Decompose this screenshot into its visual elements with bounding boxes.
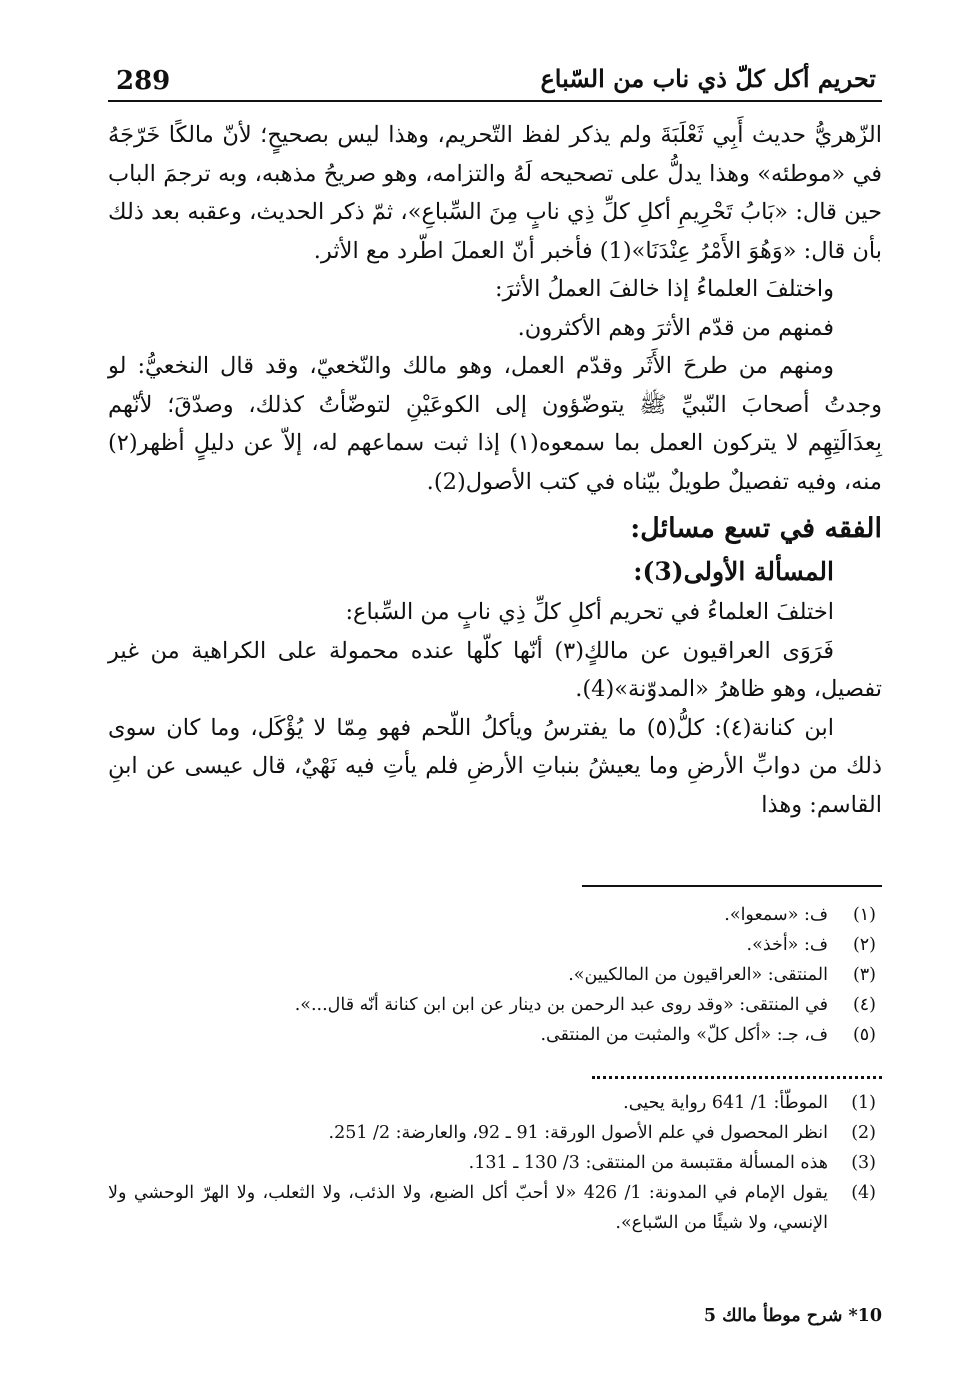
dotted-divider [592, 1076, 882, 1079]
main-text [108, 116, 882, 824]
print-signature: 10* شرح موطأ مالك 5 [703, 1306, 882, 1326]
paragraph: الزّهريُّ حديث أَبِي ثَعْلَبَةَ ولم يذكر لفظ التّحريم، وهذا ليس بصحيحٍ؛ لأنّ مالكًا خَرّجَهُ في «موطئه» وهذا يدلُّ على تصحيحه لَهُ والتزامه، وهو صريحُ مذهبه، وبه ترجمَ الباب حين قال: «بَابُ تَحْرِيمِ أكلِ كلِّ ذِي نابٍ مِنَ السِّباعِ»، ثمّ ذكر الحديث، وعقبه بعد ذلك بأن قال: «وَهُوَ الأَمْرُ عِنْدَنَا»(1) فأخبر أنّ العملَ اطّرد مع الأثر. [108, 122, 882, 264]
footnote-number: (٣) [852, 965, 876, 985]
reference-footnotes [108, 1088, 882, 1238]
footnote [108, 1148, 882, 1178]
section-heading: الفقه في تسع مسائل: [630, 513, 882, 544]
footnote [108, 990, 882, 1020]
footnote-text: ف: «أخذ». [746, 935, 828, 955]
footnote-number: (2) [851, 1123, 876, 1143]
paragraph: فمنهم من قدّم الأثرَ وهم الأكثرون. [517, 314, 834, 341]
footnote [108, 960, 882, 990]
footnote-number: (3) [851, 1153, 876, 1173]
footnote-text: يقول الإمام في المدونة: 1/ 426 «لا أحبّ أكل الضبع، ولا الذئب، ولا الثعلب، ولا الهرّ الوحشي ولا الإنسي، ولا شيئًا من السّباع». [108, 1183, 828, 1233]
footnote-text: المنتقى: «العراقيون من المالكيين». [568, 965, 828, 985]
page-header [108, 58, 882, 102]
paragraph: واختلفَ العلماءُ إذا خالفَ العملُ الأثرَ: [495, 276, 834, 302]
footnote [108, 1088, 882, 1118]
footnote-text: ف: «سمعوا». [724, 905, 828, 925]
footnote-text: الموطّأ: 1/ 641 رواية يحيى. [623, 1093, 828, 1113]
paragraph: ابن كنانة(٤): كلُّ(٥) ما يفترسُ ويأكلُ اللّحم فهو مِمّا لا يُؤْكَل، وما كان سوى ذلك من دوابِّ الأرضِ وما يعيشُ بنباتِ الأرضِ فلم يأتِ فيه نَهْيٌ، قال عيسى عن ابنِ القاسم: وهذا [108, 714, 882, 818]
footnote-number: (4) [851, 1183, 876, 1203]
textual-footnotes [108, 900, 882, 1050]
footnote [108, 900, 882, 930]
footnote-divider [582, 885, 882, 887]
footnote-text: ف، جـ: «أكل كلّ» والمثبت من المنتقى. [540, 1025, 828, 1045]
paragraph: فَرَوَى العراقيون عن مالكٍ(٣) أنّها كلّها عنده محمولة على الكراهية من غير تفصيل، وهو ظاهرُ «المدوّنة»(4). [108, 637, 882, 702]
footnote-text: هذه المسألة مقتبسة من المنتقى: 3/ 130 ـ 131. [468, 1153, 828, 1173]
footnote [108, 930, 882, 960]
paragraph: ومنهم من طرحَ الأَثَر وقدّم العمل، وهو مالك والنّخعيّ، وقد قال النخعيُّ: لو وجدتُ أصحابَ النّبيِّ ﷺ يتوضّؤون إلى الكوعَيْنِ لتوضّأتُ كذلك، وصدّقَ؛ لأنّهم بِعدَالَتِهِم لا يتركون العمل بما سمعوه(١) إذا ثبت سماعهم له، إلاّ عن دليلٍ أظهر(٢) منه، وفيه تفصيلٌ طويلٌ بيّناه في كتب الأصول(2). [108, 353, 882, 495]
footnote-text: انظر المحصول في علم الأصول الورقة: 91 ـ 92، والعارضة: 2/ 251. [328, 1123, 828, 1143]
footnote-number: (٥) [852, 1025, 876, 1045]
footnote-text: في المنتقى: «وقد روى عبد الرحمن بن دينار عن ابن ابن كنانة أنّه قال...». [294, 995, 828, 1015]
running-title: تحريم أكل كلّ ذي ناب من السّباع [540, 64, 876, 93]
footnote [108, 1020, 882, 1050]
footnote [108, 1178, 882, 1238]
footnote [108, 1118, 882, 1148]
footnote-number: (٤) [852, 995, 876, 1015]
footnote-number: (١) [852, 905, 876, 925]
paragraph: اختلفَ العلماءُ في تحريم أكلِ كلِّ ذِي نابٍ من السِّباع: [345, 599, 834, 625]
footnote-number: (٢) [852, 935, 876, 955]
page-number: 289 [116, 66, 171, 96]
subsection-heading: المسألة الأولى(3): [633, 557, 834, 586]
footnote-number: (1) [851, 1093, 876, 1113]
